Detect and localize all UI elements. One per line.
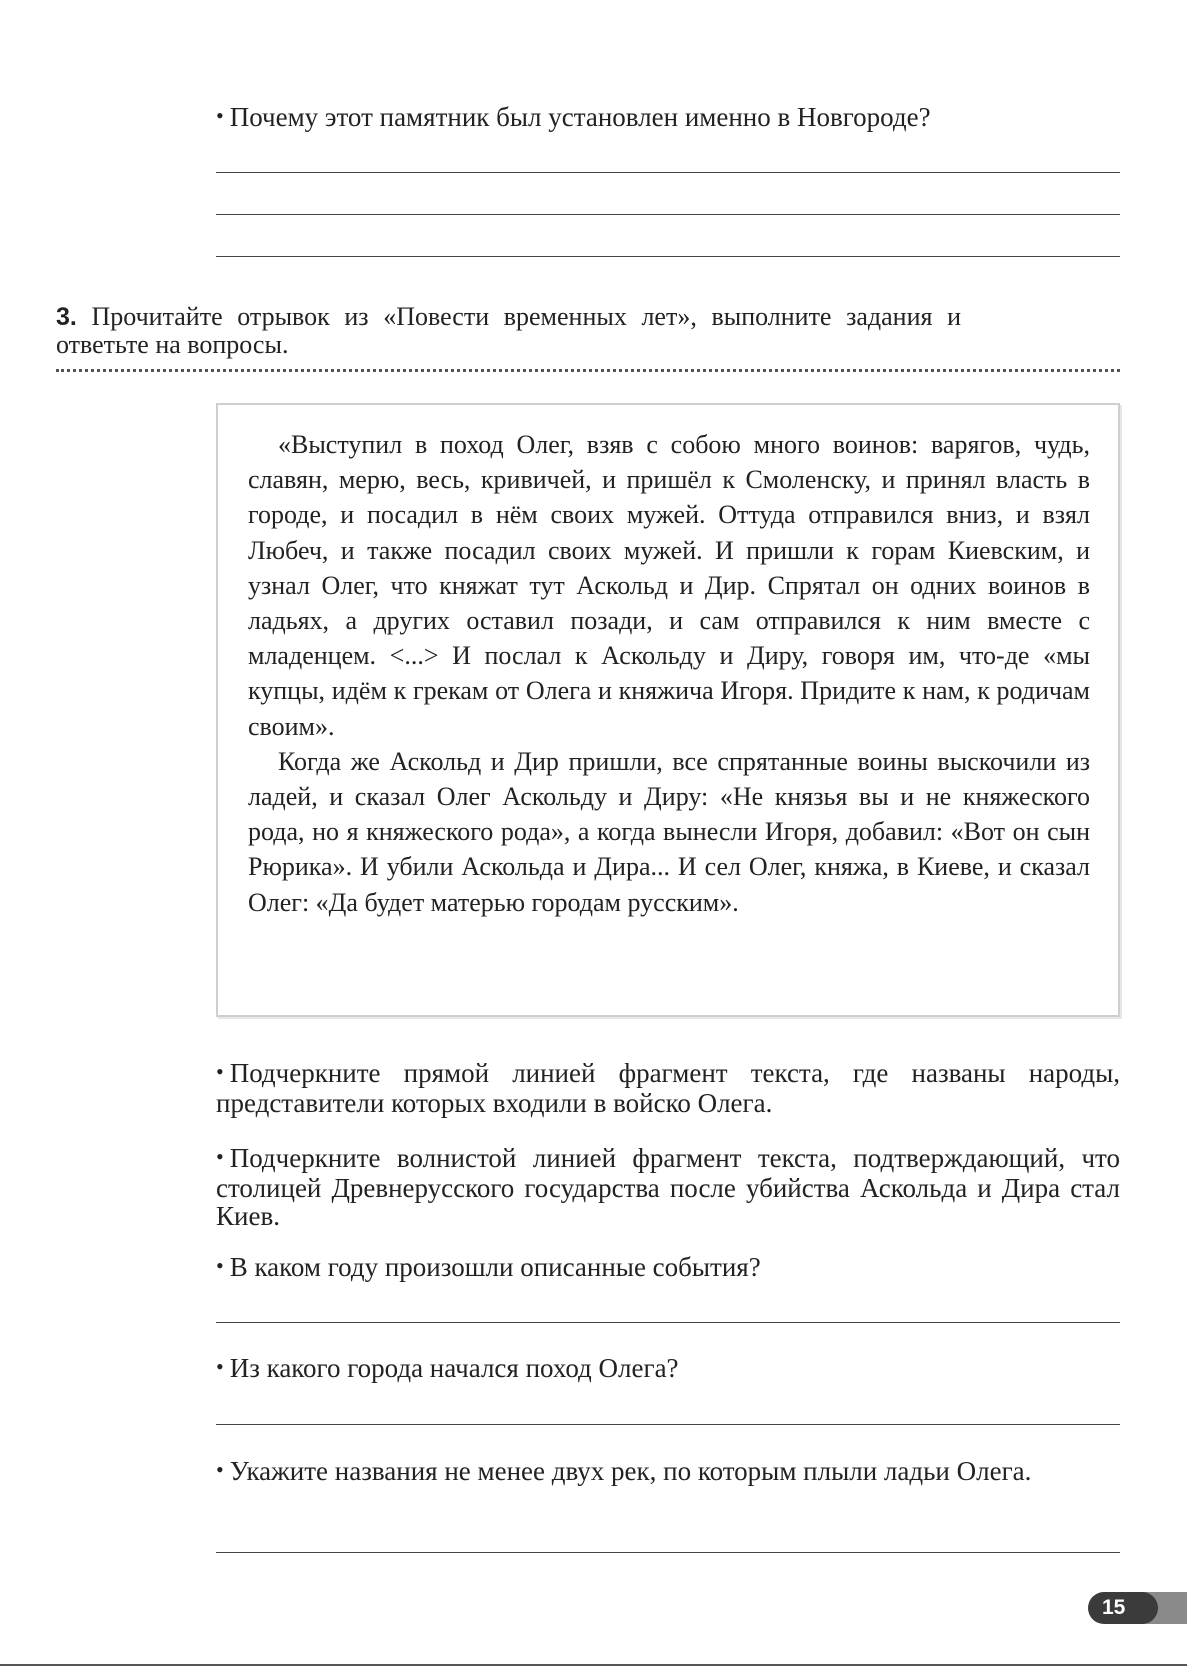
task-3-instruction: [56, 303, 961, 359]
question-city: [216, 1354, 1120, 1384]
question-monument: [216, 103, 1120, 133]
bullet-icon: •: [216, 1059, 224, 1084]
chronicle-quote-box: [216, 403, 1120, 1017]
question-year: [216, 1253, 1120, 1283]
task-instruction-text: Прочитайте отрывок из «Повести временных лет», выполните задания и ответьте на вопросы.: [56, 302, 961, 359]
task-underline-capital: [216, 1144, 1120, 1230]
answer-line[interactable]: [216, 256, 1120, 257]
dotted-divider: [56, 369, 1120, 372]
answer-line[interactable]: [216, 1552, 1120, 1553]
answer-line[interactable]: [216, 172, 1120, 173]
question-text: Почему этот памятник был установлен именно в Новгороде?: [229, 102, 931, 132]
task-text: Подчеркните волнистой линией фрагмент текста, подтверждающий, что столицей Древнерусского государства после убийства Аскольда и Дира стал Киев.: [216, 1143, 1120, 1231]
answer-line[interactable]: [216, 1424, 1120, 1425]
task-text: Подчеркните прямой линией фрагмент текста, где названы народы, представители которых входили в войско Олега.: [216, 1058, 1120, 1118]
quote-paragraph-1: «Выступил в поход Олег, взяв с собою много воинов: варягов, чудь, славян, мерю, весь, кривичей, и пришёл к Смоленску, и принял власть в городе, и посадил в нём своих мужей. Оттуда отправился вниз, и взял Любеч, и также посадил своих мужей. И пришли к горам Киевским, и узнал Олег, что княжат тут Аскольд и Дир. Спрятал он одних воинов в ладьях, а других оставил позади, и сам отправился к ним вместе с младенцем. <...> И послал к Аскольду и Диру, говоря им, что-де «мы купцы, идём к грекам от Олега и княжича Игоря. Придите к нам, к родичам своим».: [248, 430, 1090, 741]
question-text: Из какого города начался поход Олега?: [229, 1353, 679, 1383]
task-underline-peoples: [216, 1059, 1120, 1117]
question-rivers: [216, 1457, 1120, 1487]
bullet-icon: •: [216, 103, 224, 128]
answer-line[interactable]: [216, 1322, 1120, 1323]
question-text: В каком году произошли описанные события?: [229, 1252, 761, 1282]
bullet-icon: •: [216, 1354, 224, 1379]
quote-paragraph-2: Когда же Аскольд и Дир пришли, все спрятанные воины выскочили из ладей, и сказал Олег Аскольду и Диру: «Не князья вы и не княжеского рода, но я княжеского рода», а когда вынесли Игоря, добавил: «Вот он сын Рюрика». И убили Аскольда и Дира... И сел Олег, княжа, в Киеве, и сказал Олег: «Да будет матерью городам русским».: [248, 746, 1090, 917]
bullet-icon: •: [216, 1253, 224, 1278]
page-number: 15: [1088, 1592, 1158, 1624]
question-text: Укажите названия не менее двух рек, по которым плыли ладьи Олега.: [229, 1456, 1032, 1486]
task-number: 3.: [56, 303, 77, 331]
bullet-icon: •: [216, 1457, 224, 1482]
bottom-edge-rule: [0, 1664, 1187, 1666]
answer-line[interactable]: [216, 214, 1120, 215]
bullet-icon: •: [216, 1144, 224, 1169]
